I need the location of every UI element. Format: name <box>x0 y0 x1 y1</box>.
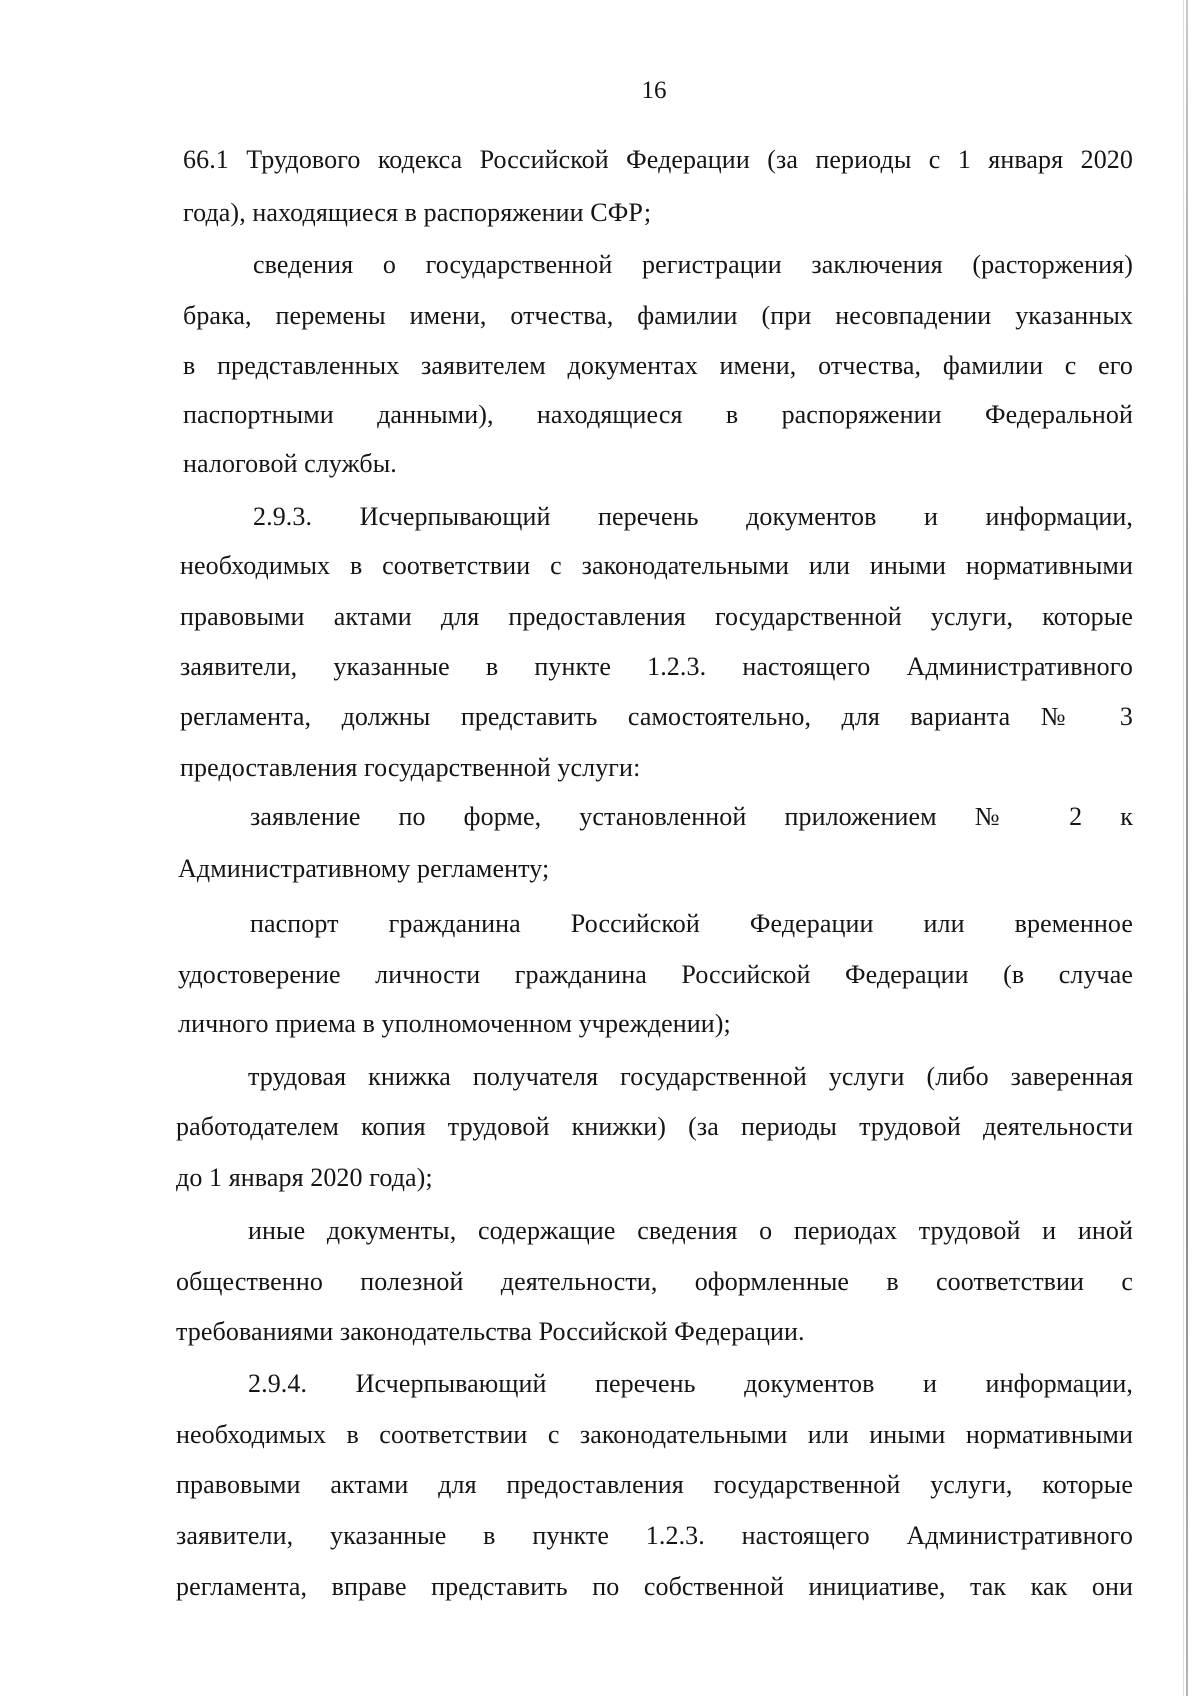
text-line: сведения о государственной регистрации заключения (расторжения) <box>253 250 1133 279</box>
text-line: 2.9.3. Исчерпывающий перечень документов и информации, <box>253 502 1133 531</box>
page-edge-divider <box>1186 0 1188 1696</box>
text-line: заявители, указанные в пункте 1.2.3. настоящего Административного <box>176 1521 1133 1550</box>
text-line: заявители, указанные в пункте 1.2.3. настоящего Административного <box>180 652 1133 681</box>
text-line: заявление по форме, установленной приложением № 2 к <box>250 802 1133 831</box>
text-line: паспортными данными), находящиеся в распоряжении Федеральной <box>183 400 1133 429</box>
text-line: правовыми актами для предоставления государственной услуги, которые <box>180 602 1133 631</box>
text-line: регламента, вправе представить по собственной инициативе, так как они <box>176 1572 1133 1601</box>
text-line: требованиями законодательства Российской Федерации. <box>176 1317 805 1346</box>
page-number: 16 <box>641 77 667 104</box>
text-line: в представленных заявителем документах имени, отчества, фамилии с его <box>183 351 1133 380</box>
text-line: удостоверение личности гражданина Российской Федерации (в случае <box>178 960 1133 989</box>
text-line: необходимых в соответствии с законодательными или иными нормативными <box>180 551 1133 580</box>
text-line: личного приема в уполномоченном учреждении); <box>178 1009 731 1038</box>
text-line: необходимых в соответствии с законодательными или иными нормативными <box>176 1420 1133 1449</box>
text-line: работодателем копия трудовой книжки) (за периоды трудовой деятельности <box>176 1112 1133 1141</box>
text-line: регламента, должны представить самостоятельно, для варианта № 3 <box>180 702 1133 731</box>
text-line: 2.9.4. Исчерпывающий перечень документов и информации, <box>248 1369 1133 1398</box>
text-line: общественно полезной деятельности, оформленные в соответствии с <box>176 1267 1133 1296</box>
text-line: Административному регламенту; <box>178 854 550 883</box>
text-line: 66.1 Трудового кодекса Российской Федерации (за периоды с 1 января 2020 <box>183 145 1133 174</box>
text-line: правовыми актами для предоставления государственной услуги, которые <box>176 1470 1133 1499</box>
text-line: до 1 января 2020 года); <box>176 1163 433 1192</box>
text-line: предоставления государственной услуги: <box>180 753 641 782</box>
text-line: паспорт гражданина Российской Федерации или временное <box>250 909 1133 938</box>
text-line: брака, перемены имени, отчества, фамилии (при несовпадении указанных <box>183 301 1133 330</box>
text-line: иные документы, содержащие сведения о периодах трудовой и иной <box>248 1216 1133 1245</box>
text-line: трудовая книжка получателя государственной услуги (либо заверенная <box>248 1062 1133 1091</box>
text-line: года), находящиеся в распоряжении СФР; <box>183 198 652 227</box>
text-line: налоговой службы. <box>183 449 397 478</box>
